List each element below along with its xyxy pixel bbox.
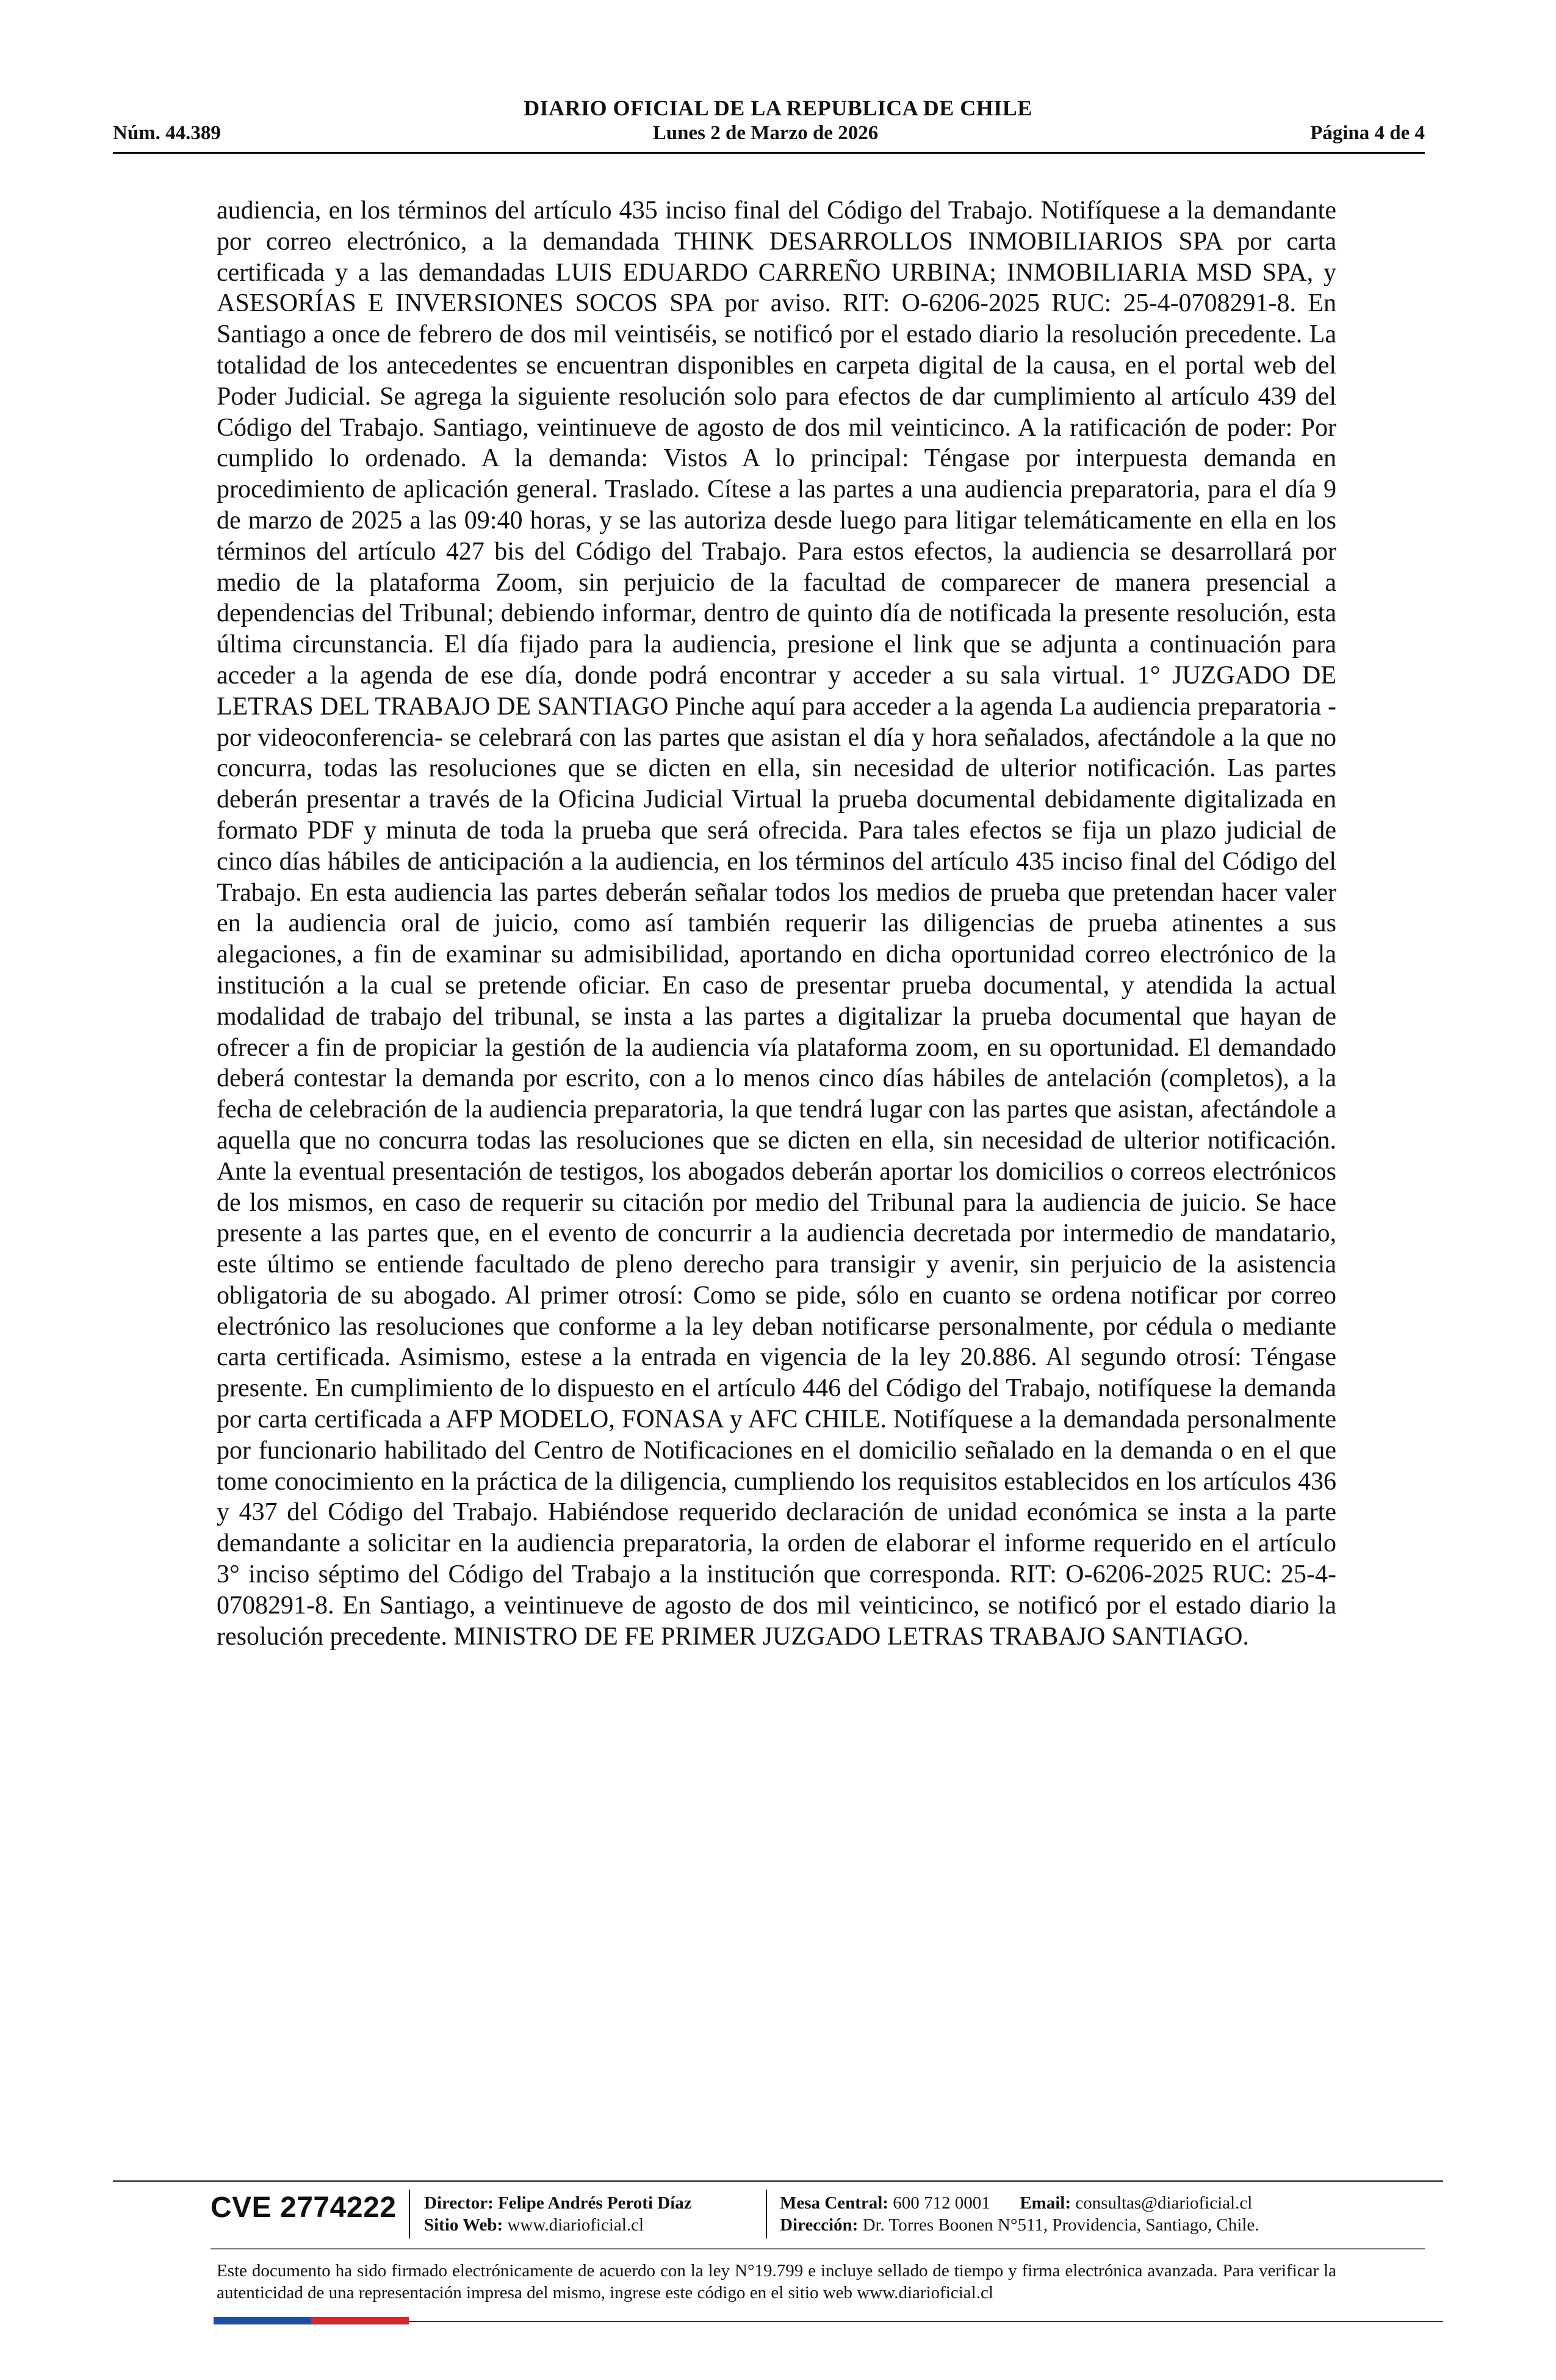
footer-separator: [409, 2190, 410, 2238]
address-value: Dr. Torres Boonen N°511, Providencia, Santiago, Chile.: [862, 2215, 1259, 2235]
signature-disclaimer: Este documento ha sido firmado electrónicamente de acuerdo con la ley N°19.799 e incluye sellado de tiempo y firma electrónica avanzada. Para verificar la autenticidad de una representación impresa del mismo, ingrese este código en el sitio web www.diarioficial.cl: [217, 2261, 1336, 2302]
footer-divider-middle: [211, 2248, 1425, 2249]
footer-divider-top: [113, 2180, 1443, 2182]
footer-separator: [766, 2190, 767, 2238]
address-label: Dirección:: [780, 2215, 859, 2235]
website-line: [424, 2214, 692, 2236]
footer-director-block: [424, 2192, 692, 2236]
flag-stripe-red: [311, 2317, 409, 2324]
phone-label: Mesa Central:: [780, 2193, 888, 2213]
email-label: Email:: [1020, 2193, 1071, 2213]
website-link[interactable]: www.diarioficial.cl: [507, 2215, 644, 2235]
phone-number: 600 712 0001: [893, 2193, 990, 2213]
cve-code: CVE 2774222: [211, 2191, 397, 2224]
contact-line: [780, 2192, 1259, 2214]
website-label: Sitio Web:: [424, 2215, 503, 2235]
address-line: [780, 2214, 1259, 2236]
director-label: Director:: [424, 2193, 494, 2213]
issue-date: Lunes 2 de Marzo de 2026: [652, 122, 879, 144]
issue-number: Núm. 44.389: [113, 122, 221, 144]
header-row: [113, 122, 1425, 145]
footer-divider-bottom: [409, 2321, 1443, 2322]
flag-stripe-blue: [214, 2317, 311, 2324]
newspaper-title: DIARIO OFICIAL DE LA REPUBLICA DE CHILE: [524, 96, 1032, 120]
header-divider: [113, 152, 1425, 154]
body-paragraph: audiencia, en los términos del artículo 435 inciso final del Código del Trabajo. Notifíquese a la demandante por correo electrónico, a la demandada THINK DESARROLLOS INMOBILIARIOS SPA por carta certificada y a las demandadas LUIS EDUARDO CARREÑO URBINA; INMOBILIARIA MSD SPA, y ASESORÍAS E INVERSIONES SOCOS SPA por aviso. RIT: O-6206-2025 RUC: 25-4-0708291-8. En Santiago a once de febrero de dos mil veintiséis, se notificó por el estado diario la resolución precedente. La totalidad de los antecedentes se encuentran disponibles en carpeta digital de la causa, en el portal web del Poder Judicial. Se agrega la siguiente resolución solo para efectos de dar cumplimiento al artículo 439 del Código del Trabajo. Santiago, veintinueve de agosto de dos mil veinticinco. A la ratificación de poder: Por cumplido lo ordenado. A la demanda: Vistos A lo principal: Téngase por interpuesta demanda en procedimiento de aplicación general. Traslado. Cítese a las partes a una audiencia preparatoria, para el día 9 de marzo de 2025 a las 09:40 horas, y se las autoriza desde luego para litigar telemáticamente en ella en los términos del artículo 427 bis del Código del Trabajo. Para estos efectos, la audiencia se desarrollará por medio de la plataforma Zoom, sin perjuicio de la facultad de comparecer de manera presencial a dependencias del Tribunal; debiendo informar, dentro de quinto día de notificada la presente resolución, esta última circunstancia. El día fijado para la audiencia, presione el link que se adjunta a continuación para acceder a la agenda de ese día, donde podrá encontrar y acceder a su sala virtual. 1° JUZGADO DE LETRAS DEL TRABAJO DE SANTIAGO Pinche aquí para acceder a la agenda La audiencia preparatoria -por videoconferencia- se celebrará con las partes que asistan el día y hora señalados, afectándole a la que no concurra, todas las resoluciones que se dicten en ella, sin necesidad de ulterior notificación. Las partes deberán presentar a través de la Oficina Judicial Virtual la prueba documental debidamente digitalizada en formato PDF y minuta de toda la prueba que será ofrecida. Para tales efectos se fija un plazo judicial de cinco días hábiles de anticipación a la audiencia, en los términos del artículo 435 inciso final del Código del Trabajo. En esta audiencia las partes deberán señalar todos los medios de prueba que pretendan hacer valer en la audiencia oral de juicio, como así también requerir las diligencias de prueba atinentes a sus alegaciones, a fin de examinar su admisibilidad, aportando en dicha oportunidad correo electrónico de la institución a la cual se pretende oficiar. En caso de presentar prueba documental, y atendida la actual modalidad de trabajo del tribunal, se insta a las partes a digitalizar la prueba documental que hayan de ofrecer a fin de propiciar la gestión de la audiencia vía plataforma zoom, en su oportunidad. El demandado deberá contestar la demanda por escrito, con a lo menos cinco días hábiles de antelación (completos), a la fecha de celebración de la audiencia preparatoria, la que tendrá lugar con las partes que asistan, afectándole a aquella que no concurra todas las resoluciones que se dicten en ella, sin necesidad de ulterior notificación. Ante la eventual presentación de testigos, los abogados deberán aportar los domicilios o correos electrónicos de los mismos, en caso de requerir su citación por medio del Tribunal para la audiencia de juicio. Se hace presente a las partes que, en el evento de concurrir a la audiencia decretada por intermedio de mandatario, este último se entiende facultado de pleno derecho para transigir y avenir, sin perjuicio de la asistencia obligatoria de su abogado. Al primer otrosí: Como se pide, sólo en cuanto se ordena notificar por correo electrónico las resoluciones que conforme a la ley deban notificarse personalmente, por cédula o mediante carta certificada. Asimismo, estese a la entrada en vigencia de la ley 20.886. Al segundo otrosí: Téngase presente. En cumplimiento de lo dispuesto en el artículo 446 del Código del Trabajo, notifíquese la demanda por carta certificada a AFP MODELO, FONASA y AFC CHILE. Notifíquese a la demandada personalmente por funcionario habilitado del Centro de Notificaciones en el domicilio señalado en la demanda o en el que tome conocimiento en la práctica de la diligencia, cumpliendo los requisitos establecidos en los artículos 436 y 437 del Código del Trabajo. Habiéndose requerido declaración de unidad económica se insta a la parte demandante a solicitar en la audiencia preparatoria, la orden de elaborar el informe requerido en el artículo 3° inciso séptimo del Código del Trabajo a la institución que corresponda. RIT: O-6206-2025 RUC: 25-4-0708291-8. En Santiago, a veintinueve de agosto de dos mil veinticinco, se notificó por el estado diario la resolución precedente. MINISTRO DE FE PRIMER JUZGADO LETRAS TRABAJO SANTIAGO.: [217, 197, 1336, 1651]
footer-contact-block: [780, 2192, 1259, 2236]
director-name: Felipe Andrés Peroti Díaz: [498, 2193, 692, 2213]
director-line: [424, 2192, 692, 2214]
email-link[interactable]: consultas@diarioficial.cl: [1075, 2193, 1253, 2213]
page-number: Página 4 de 4: [1310, 122, 1425, 144]
